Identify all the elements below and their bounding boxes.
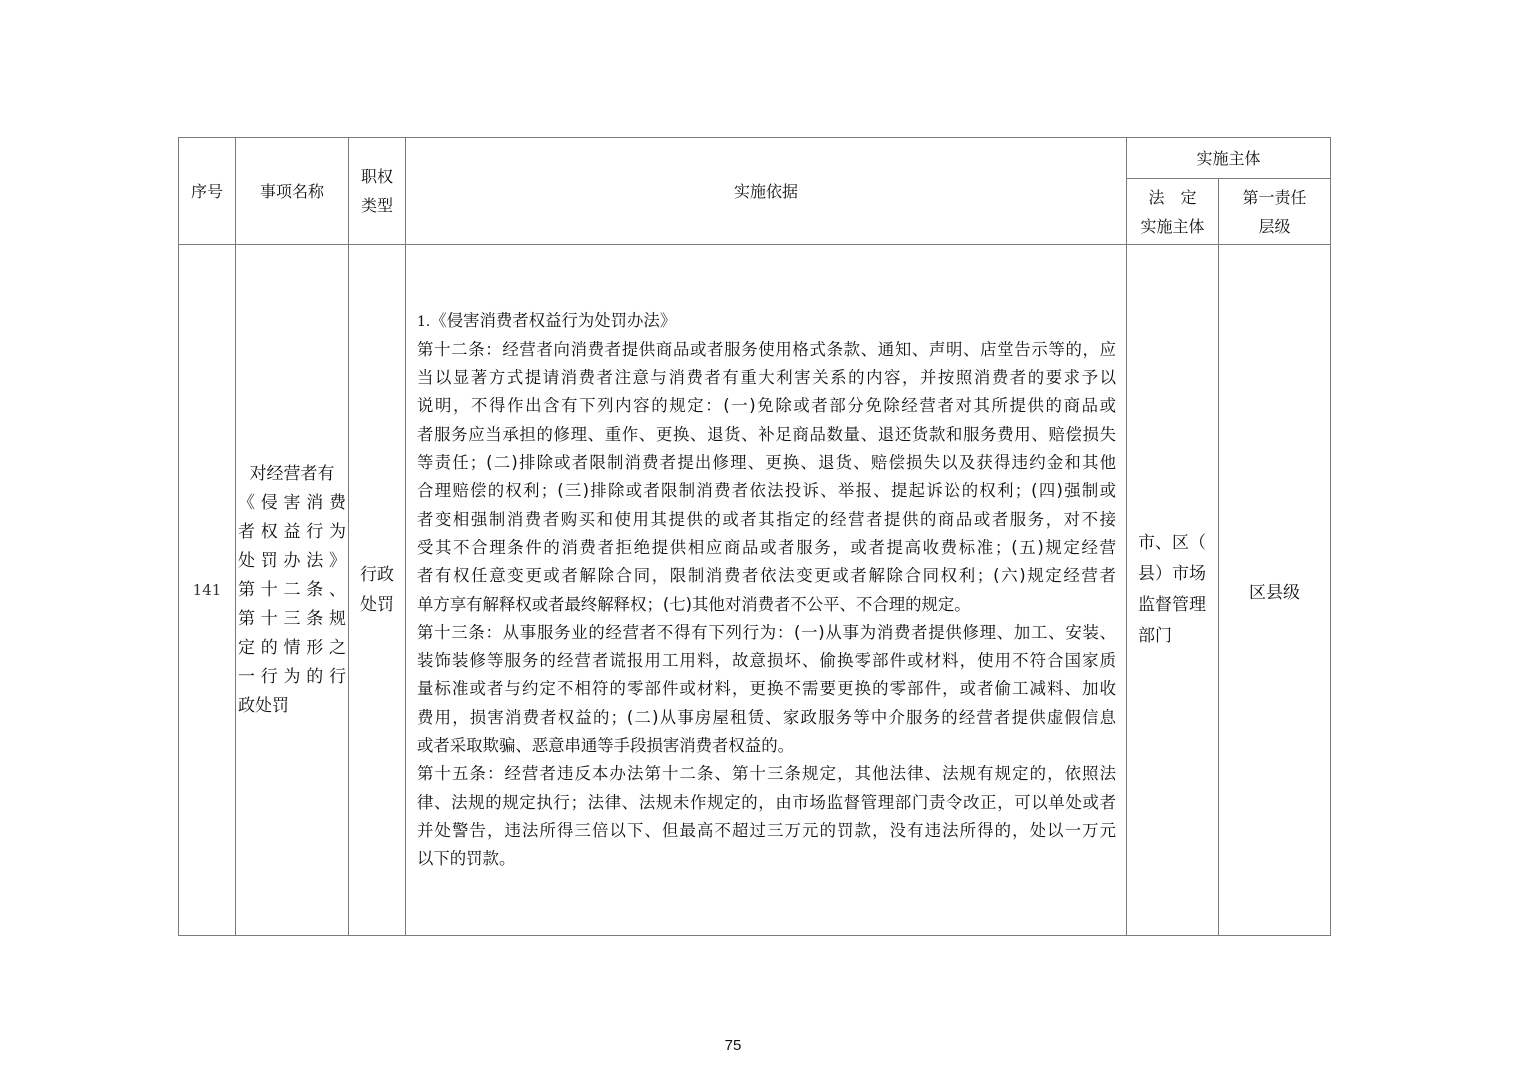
item-name-line: 定的情形之 (238, 637, 346, 658)
basis-title-number: 1. (417, 313, 431, 330)
basis-line: 者变相强制消费者购买和使用其提供的或者其指定的经营者提供的商品或者服务，对不接 (417, 509, 1116, 529)
row-type-line2: 处罚 (360, 595, 394, 615)
row-seq: 141 (179, 245, 236, 936)
header-type-line2: 类型 (360, 196, 393, 215)
basis-line: 说明，不得作出含有下列内容的规定：(一)免除或者部分免除经营者对其所提供的商品或 (417, 396, 1116, 416)
basis-title-text: 《侵害消费者权益行为处罚办法》 (430, 310, 677, 330)
row-item-name (236, 245, 349, 936)
header-type (349, 138, 406, 245)
basis-line: 量标准或者与约定不相符的零部件或材料，更换不需要更换的零部件，或者偷工减料、加收 (417, 679, 1116, 699)
item-name-line: 第十三条规 (238, 608, 346, 629)
header-legal-subject-line2: 实施主体 (1140, 216, 1205, 236)
row-type-line1: 行政 (360, 565, 394, 585)
item-name-line: 《侵害消费 (238, 492, 346, 513)
basis-line: 者有权任意变更或者解除合同，限制消费者依法变更或者解除合同权利；(六)规定经营者 (417, 566, 1116, 586)
header-legal-subject (1127, 179, 1219, 245)
legal-subject-line: 监督管理 (1138, 595, 1206, 615)
header-first-responsibility (1219, 179, 1331, 245)
item-name-line: 第十二条、 (238, 579, 346, 600)
basis-line: 第十三条：从事服务业的经营者不得有下列行为：(一)从事为消费者提供修理、加工、安装、 (417, 622, 1116, 642)
basis-line: 合理赔偿的权利；(三)排除或者限制消费者依法投诉、举报、提起诉讼的权利；(四)强制或 (417, 481, 1116, 501)
basis-body (417, 336, 1116, 874)
row-authority-type (349, 245, 406, 936)
basis-line: 受其不合理条件的消费者拒绝提供相应商品或者服务，或者提高收费标准；(五)规定经营 (417, 537, 1116, 557)
basis-line: 费用，损害消费者权益的；(二)从事房屋租赁、家政服务等中介服务的经营者提供虚假信息 (417, 707, 1116, 727)
header-seq: 序号 (179, 138, 236, 245)
basis-line: 或者采取欺骗、恶意串通等手段损害消费者权益的。 (417, 735, 794, 755)
header-type-line1: 职权 (360, 167, 393, 186)
item-name-line: 者权益行为 (238, 521, 346, 542)
row-legal-basis (406, 245, 1127, 936)
enforcement-table (178, 137, 1331, 936)
basis-line: 第十五条：经营者违反本办法第十二条、第十三条规定，其他法律、法规有规定的，依照法 (417, 764, 1116, 784)
table-row (179, 245, 1331, 936)
header-first-resp-line1: 第一责任 (1242, 187, 1307, 207)
basis-line: 第十二条：经营者向消费者提供商品或者服务使用格式条款、通知、声明、店堂告示等的，应 (417, 339, 1116, 359)
basis-line: 并处警告，违法所得三倍以下、但最高不超过三万元的罚款，没有违法所得的，处以一万元 (417, 820, 1116, 840)
item-name-line: 一行为的行 (238, 666, 346, 687)
header-basis: 实施依据 (406, 138, 1127, 245)
basis-line: 等责任；(二)排除或者限制消费者提出修理、更换、退货、赔偿损失以及获得违约金和其他 (417, 453, 1116, 473)
basis-line: 律、法规的规定执行；法律、法规未作规定的，由市场监督管理部门责令改正，可以单处或者 (417, 792, 1116, 812)
basis-line: 装饰装修等服务的经营者谎报用工用料，故意损坏、偷换零部件或材料，使用不符合国家质 (417, 651, 1116, 671)
basis-line: 者服务应当承担的修理、重作、更换、退货、补足商品数量、退还货款和服务费用、赔偿损失 (417, 424, 1116, 444)
item-name-line: 政处罚 (238, 695, 289, 716)
legal-subject-line: 县）市场 (1138, 564, 1206, 584)
item-name-line: 处罚办法》 (238, 550, 346, 571)
header-first-resp-line2: 层级 (1258, 216, 1291, 236)
header-legal-subject-line1: 法 定 (1148, 187, 1197, 207)
legal-subject-line: 部门 (1138, 626, 1172, 646)
basis-line: 单方享有解释权或者最终解释权；(七)其他对消费者不公平、不合理的规定。 (417, 594, 971, 614)
row-first-responsibility-level: 区县级 (1219, 245, 1331, 936)
basis-line: 当以显著方式提请消费者注意与消费者有重大利害关系的内容，并按照消费者的要求予以 (417, 368, 1116, 388)
header-subject-group: 实施主体 (1127, 138, 1331, 179)
header-name: 事项名称 (236, 138, 349, 245)
basis-title (417, 307, 1116, 336)
basis-line: 以下的罚款。 (417, 849, 516, 869)
page-number: 75 (724, 1037, 742, 1054)
row-legal-subject (1127, 245, 1219, 936)
item-name-line: 对经营者有 (249, 463, 335, 484)
legal-subject-line: 市、区（ (1138, 533, 1206, 553)
